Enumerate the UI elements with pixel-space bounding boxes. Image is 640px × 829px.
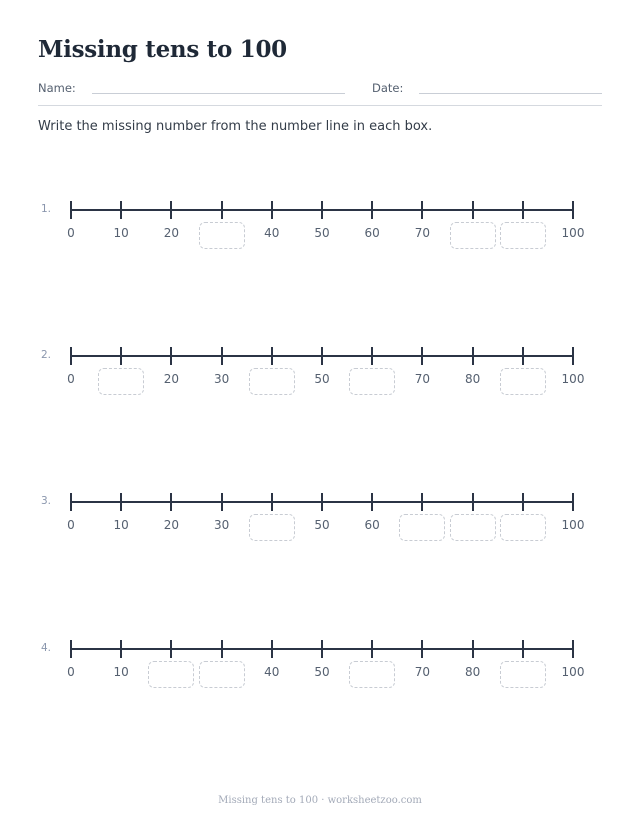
answer-box[interactable] — [450, 222, 496, 249]
tick-label: 0 — [67, 226, 75, 240]
answer-box[interactable] — [500, 661, 546, 688]
tick-mark — [371, 493, 373, 511]
answer-box[interactable] — [500, 514, 546, 541]
answer-box[interactable] — [148, 661, 194, 688]
answer-box[interactable] — [500, 368, 546, 395]
tick-mark — [371, 640, 373, 658]
tick-label: 0 — [67, 372, 75, 386]
problem-number: 3. — [41, 495, 52, 507]
tick-mark — [321, 201, 323, 219]
tick-mark — [271, 493, 273, 511]
tick-label: 60 — [364, 518, 380, 532]
answer-box[interactable] — [349, 661, 395, 688]
tick-mark — [572, 640, 574, 658]
tick-label: 50 — [314, 226, 330, 240]
date-label: Date: — [372, 81, 404, 95]
header-divider — [38, 105, 602, 106]
tick-mark — [421, 201, 423, 219]
tick-label: 70 — [414, 372, 431, 386]
answer-box[interactable] — [199, 661, 245, 688]
tick-mark — [522, 640, 524, 658]
number-line-problem — [0, 642, 640, 728]
tick-label: 40 — [264, 226, 280, 240]
tick-label: 10 — [113, 665, 129, 679]
tick-mark — [70, 347, 72, 365]
tick-label: 100 — [561, 226, 585, 240]
tick-mark — [271, 640, 273, 658]
answer-box[interactable] — [249, 368, 295, 395]
tick-mark — [170, 493, 172, 511]
tick-label: 80 — [464, 372, 481, 386]
tick-mark — [421, 347, 423, 365]
number-line-problem — [0, 349, 640, 435]
tick-label: 100 — [561, 518, 585, 532]
tick-label: 80 — [464, 665, 481, 679]
answer-box[interactable] — [450, 514, 496, 541]
tick-label: 50 — [314, 372, 330, 386]
tick-label: 50 — [314, 518, 330, 532]
number-line-problem — [0, 203, 640, 289]
tick-mark — [170, 347, 172, 365]
tick-mark — [321, 640, 323, 658]
tick-mark — [572, 493, 574, 511]
tick-label: 20 — [163, 226, 180, 240]
tick-mark — [70, 493, 72, 511]
answer-box[interactable] — [249, 514, 295, 541]
tick-mark — [120, 493, 122, 511]
answer-box[interactable] — [199, 222, 245, 249]
tick-mark — [522, 201, 524, 219]
tick-mark — [522, 493, 524, 511]
date-field[interactable] — [419, 93, 602, 94]
tick-mark — [371, 201, 373, 219]
tick-mark — [572, 347, 574, 365]
tick-mark — [421, 493, 423, 511]
tick-mark — [472, 347, 474, 365]
number-line-problem — [0, 495, 640, 581]
tick-label: 100 — [561, 372, 585, 386]
tick-mark — [221, 201, 223, 219]
tick-mark — [472, 640, 474, 658]
tick-mark — [321, 347, 323, 365]
tick-label: 30 — [213, 372, 230, 386]
tick-label: 0 — [67, 518, 75, 532]
tick-mark — [472, 201, 474, 219]
tick-mark — [221, 493, 223, 511]
page-title: Missing tens to 100 — [38, 36, 287, 63]
tick-label: 10 — [113, 226, 129, 240]
answer-box[interactable] — [98, 368, 144, 395]
answer-box[interactable] — [399, 514, 445, 541]
tick-mark — [120, 201, 122, 219]
answer-box[interactable] — [349, 368, 395, 395]
tick-mark — [522, 347, 524, 365]
tick-mark — [170, 201, 172, 219]
tick-mark — [70, 201, 72, 219]
instruction-text: Write the missing number from the number line in each box. — [38, 119, 433, 134]
tick-mark — [271, 201, 273, 219]
tick-label: 10 — [113, 518, 129, 532]
tick-label: 20 — [163, 372, 180, 386]
tick-mark — [421, 640, 423, 658]
answer-box[interactable] — [500, 222, 546, 249]
footer-text: Missing tens to 100 · worksheetzoo.com — [218, 795, 422, 806]
tick-label: 100 — [561, 665, 585, 679]
tick-label: 40 — [264, 665, 280, 679]
tick-label: 50 — [314, 665, 330, 679]
tick-mark — [70, 640, 72, 658]
tick-mark — [170, 640, 172, 658]
problem-number: 2. — [41, 349, 52, 361]
name-field[interactable] — [92, 93, 345, 94]
tick-mark — [371, 347, 373, 365]
tick-mark — [271, 347, 273, 365]
tick-mark — [221, 347, 223, 365]
tick-label: 70 — [414, 226, 431, 240]
tick-mark — [120, 640, 122, 658]
problem-number: 4. — [41, 642, 52, 654]
tick-mark — [221, 640, 223, 658]
tick-label: 70 — [414, 665, 431, 679]
tick-label: 30 — [213, 518, 230, 532]
tick-mark — [120, 347, 122, 365]
tick-mark — [321, 493, 323, 511]
problem-number: 1. — [41, 203, 52, 215]
tick-label: 20 — [163, 518, 180, 532]
name-label: Name: — [38, 81, 76, 95]
tick-mark — [572, 201, 574, 219]
tick-mark — [472, 493, 474, 511]
tick-label: 0 — [67, 665, 75, 679]
tick-label: 60 — [364, 226, 380, 240]
